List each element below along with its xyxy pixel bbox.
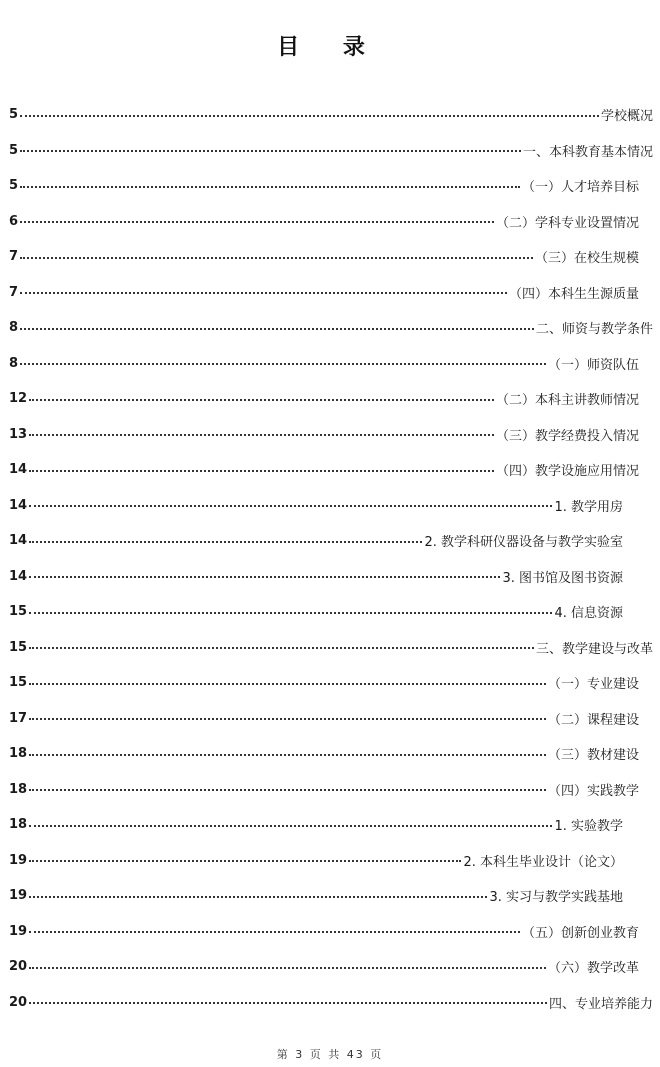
toc-entry[interactable] — [0, 346, 660, 382]
toc-entry-label: 2. 教学科研仪器设备与教学实验室 — [424, 535, 623, 551]
toc-entry-label: 4. 信息资源 — [554, 606, 623, 622]
toc-entry-label: （二）学科专业设置情况 — [495, 215, 639, 231]
toc-entry[interactable] — [0, 843, 660, 879]
toc-entry-page-number: 7 — [9, 249, 19, 265]
toc-dot-leader — [20, 144, 521, 152]
toc-dot-leader — [20, 251, 533, 259]
toc-entry[interactable] — [0, 310, 660, 346]
toc-dot-leader — [29, 890, 487, 898]
toc-entry-label: 四、专业培养能力 — [548, 996, 653, 1012]
toc-entry-label: 学校概况 — [600, 109, 653, 125]
toc-dot-leader — [20, 286, 507, 294]
toc-entry-page-number: 14 — [9, 568, 28, 584]
toc-dot-leader — [29, 748, 546, 756]
toc-entry-label: （四）实践教学 — [547, 783, 639, 799]
toc-dot-leader — [29, 535, 422, 543]
toc-entry[interactable] — [0, 239, 660, 275]
page-title: 目 录 — [277, 35, 383, 60]
toc-entry-page-number: 5 — [9, 107, 19, 123]
toc-dot-leader — [29, 961, 546, 969]
toc-entry[interactable] — [0, 168, 660, 204]
toc-entry[interactable] — [0, 736, 660, 772]
toc-entry-page-number: 18 — [9, 746, 28, 762]
toc-entry-page-number: 19 — [9, 888, 28, 904]
toc-entry[interactable] — [0, 594, 660, 630]
toc-dot-leader — [29, 499, 552, 507]
toc-dot-leader — [20, 109, 599, 117]
toc-entry[interactable] — [0, 949, 660, 985]
toc-entry[interactable] — [0, 630, 660, 666]
toc-entry[interactable] — [0, 772, 660, 808]
toc-entry-page-number: 18 — [9, 781, 28, 797]
toc-dot-leader — [20, 180, 520, 188]
toc-entry-page-number: 20 — [9, 994, 28, 1010]
toc-entry-page-number: 7 — [9, 284, 19, 300]
toc-entry[interactable] — [0, 701, 660, 737]
toc-entry-page-number: 14 — [9, 497, 28, 513]
toc-entry-label: （二）课程建设 — [547, 712, 639, 728]
toc-dot-leader — [20, 322, 534, 330]
toc-entry[interactable] — [0, 807, 660, 843]
toc-dot-leader — [29, 854, 461, 862]
toc-entry-label: 三、教学建设与改革 — [535, 641, 653, 657]
toc-entry-page-number: 13 — [9, 426, 28, 442]
toc-entry[interactable] — [0, 452, 660, 488]
toc-entry[interactable] — [0, 275, 660, 311]
toc-dot-leader — [20, 215, 494, 223]
toc-dot-leader — [29, 641, 534, 649]
toc-entry-page-number: 15 — [9, 604, 28, 620]
toc-entry-page-number: 14 — [9, 462, 28, 478]
toc-dot-leader — [29, 819, 552, 827]
toc-entry-page-number: 19 — [9, 923, 28, 939]
toc-entry[interactable] — [0, 878, 660, 914]
toc-entry-page-number: 18 — [9, 817, 28, 833]
toc-entry-page-number: 6 — [9, 213, 19, 229]
toc-entry-label: 3. 实习与教学实践基地 — [489, 890, 623, 906]
toc-entry-label: 2. 本科生毕业设计（论文） — [463, 854, 623, 870]
toc-entry-label: （一）专业建设 — [547, 677, 639, 693]
toc-dot-leader — [29, 393, 494, 401]
toc-dot-leader — [29, 925, 520, 933]
toc-entry[interactable] — [0, 665, 660, 701]
toc-entry-page-number: 15 — [9, 639, 28, 655]
toc-entry[interactable] — [0, 204, 660, 240]
toc-entry-label: （五）创新创业教育 — [521, 925, 639, 941]
toc-entry-label: （四）教学设施应用情况 — [495, 464, 639, 480]
toc-entry-label: （一）人才培养目标 — [521, 180, 639, 196]
toc-dot-leader — [29, 677, 546, 685]
toc-dot-leader — [29, 783, 546, 791]
toc-entry-page-number: 8 — [9, 355, 19, 371]
toc-entry-page-number: 19 — [9, 852, 28, 868]
toc-entry-label: 1. 实验教学 — [554, 819, 623, 835]
toc-dot-leader — [29, 428, 494, 436]
toc-entry-label: 3. 图书馆及图书资源 — [502, 570, 623, 586]
toc-entry[interactable] — [0, 417, 660, 453]
toc-entry-page-number: 20 — [9, 959, 28, 975]
toc-entry-label: （四）本科生生源质量 — [508, 286, 639, 302]
toc-entry[interactable] — [0, 523, 660, 559]
toc-entry[interactable] — [0, 914, 660, 950]
toc-entry-label: （三）在校生规模 — [534, 251, 639, 267]
toc-entry-label: （二）本科主讲教师情况 — [495, 393, 639, 409]
toc-entry-label: （三）教材建设 — [547, 748, 639, 764]
toc-entry-page-number: 17 — [9, 710, 28, 726]
toc-entry[interactable] — [0, 97, 660, 133]
toc-dot-leader — [29, 996, 547, 1004]
toc-entry[interactable] — [0, 381, 660, 417]
toc-entry-label: （六）教学改革 — [547, 961, 639, 977]
toc-dot-leader — [29, 606, 552, 614]
toc-entry[interactable] — [0, 559, 660, 595]
toc-entry-label: 1. 教学用房 — [554, 499, 623, 515]
toc-entry-page-number: 12 — [9, 391, 28, 407]
toc-entry-label: （三）教学经费投入情况 — [495, 428, 639, 444]
toc-entry-label: （一）师资队伍 — [547, 357, 639, 373]
toc-dot-leader — [29, 570, 500, 578]
toc-entry-page-number: 5 — [9, 142, 19, 158]
toc-dot-leader — [29, 712, 546, 720]
toc-entry-page-number: 5 — [9, 178, 19, 194]
toc-entry-label: 二、师资与教学条件 — [535, 322, 653, 338]
toc-entry-page-number: 8 — [9, 320, 19, 336]
toc-entry-page-number: 14 — [9, 533, 28, 549]
toc-entry[interactable] — [0, 133, 660, 169]
toc-entry[interactable] — [0, 985, 660, 1021]
toc-entry[interactable] — [0, 488, 660, 524]
page-footer: 第 3 页 共 43 页 — [276, 1048, 384, 1061]
toc-dot-leader — [29, 464, 494, 472]
toc-dot-leader — [20, 357, 546, 365]
toc-entry-label: 一、本科教育基本情况 — [522, 144, 653, 160]
table-of-contents — [0, 97, 660, 1020]
toc-entry-page-number: 15 — [9, 675, 28, 691]
